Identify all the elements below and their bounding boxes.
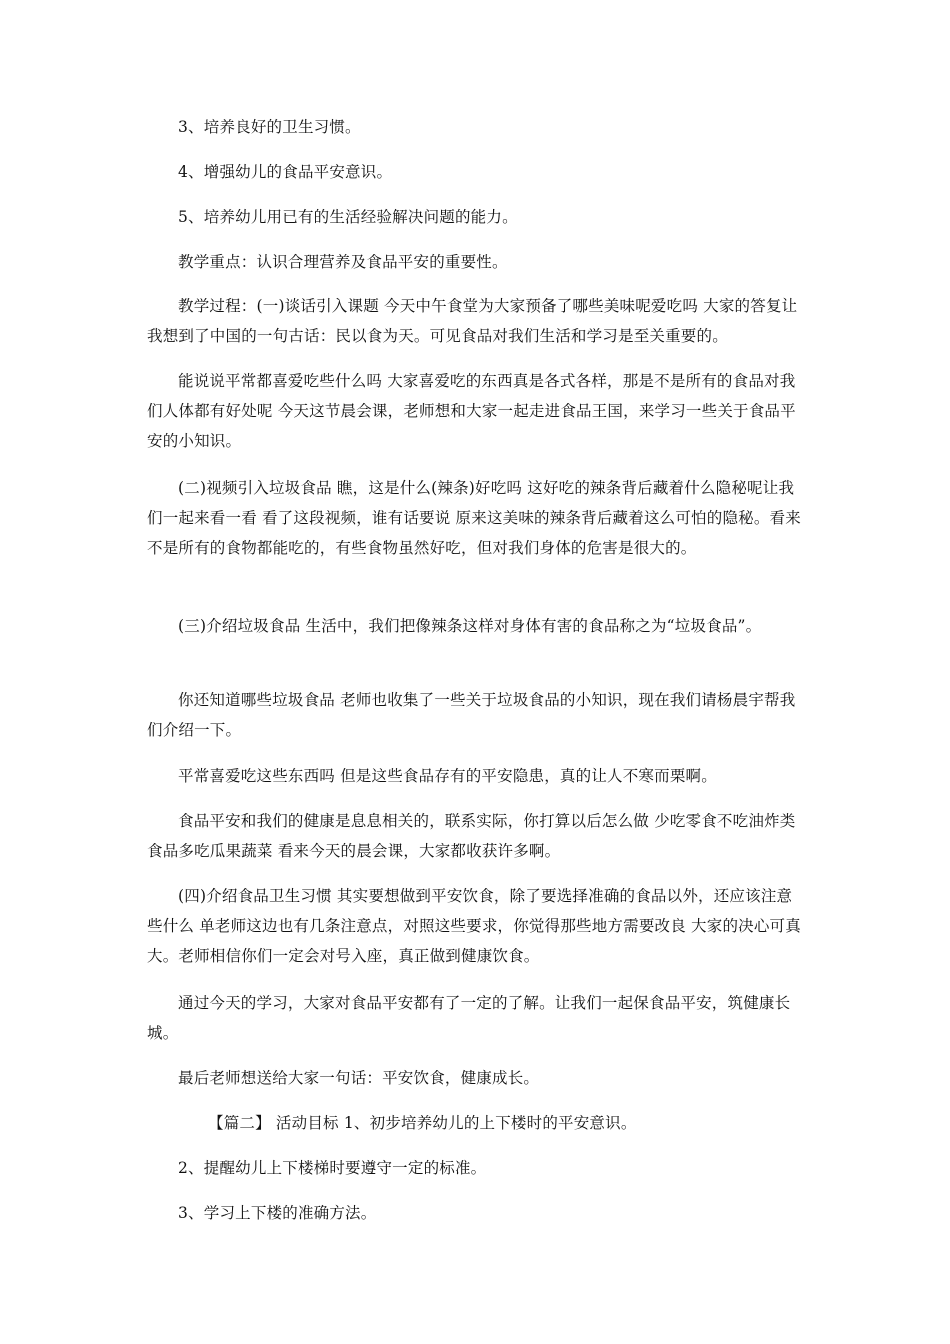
paragraph-2: 4、增强幼儿的食品平安意识。 xyxy=(178,163,393,181)
paragraph-5: 教学过程：(一)谈话引入课题 今天中午食堂为大家预备了哪些美味呢爱吃吗 大家的答复让我想到了中国的一句古话：民以食为天。可见食品对我们生活和学习是至关重要的。 xyxy=(147,297,798,345)
paragraph-14: 最后老师想送给大家一句话：平安饮食，健康成长。 xyxy=(178,1069,540,1087)
paragraph-1: 3、培养良好的卫生习惯。 xyxy=(178,118,361,136)
paragraph-17: 3、学习上下楼的准确方法。 xyxy=(178,1204,377,1222)
paragraph-4: 教学重点：认识合理营养及食品平安的重要性。 xyxy=(178,253,508,271)
paragraph-12: (四)介绍食品卫生习惯 其实要想做到平安饮食，除了要选择准确的食品以外，还应该注意些什么 单老师这边也有几条注意点，对照这些要求，你觉得那些地方需要改良 大家的决心可真大。老师相信你们一定会对号入座，真正做到健康饮食。 xyxy=(147,887,801,965)
paragraph-9: 你还知道哪些垃圾食品 老师也收集了一些关于垃圾食品的小知识，现在我们请杨晨宇帮我们介绍一下。 xyxy=(147,691,796,739)
paragraph-3: 5、培养幼儿用已有的生活经验解决问题的能力。 xyxy=(178,208,518,226)
paragraph-10: 平常喜爱吃这些东西吗 但是这些食品存有的平安隐患，真的让人不寒而栗啊。 xyxy=(178,767,717,785)
section-heading-part-two: 【篇二】 活动目标 1、初步培养幼儿的上下楼时的平安意识。 xyxy=(208,1114,637,1132)
paragraph-11: 食品平安和我们的健康是息息相关的，联系实际，你打算以后怎么做 少吃零食不吃油炸类食品多吃瓜果蔬菜 看来今天的晨会课，大家都收获许多啊。 xyxy=(147,812,796,860)
paragraph-7: (二)视频引入垃圾食品 瞧，这是什么(辣条)好吃吗 这好吃的辣条背后藏着什么隐秘呢让我们一起来看一看 看了这段视频，谁有话要说 原来这美味的辣条背后藏着这么可怕的隐秘。看来不是所有的食物都能吃的，有些食物虽然好吃，但对我们身体的危害是很大的。 xyxy=(147,479,801,557)
paragraph-8: (三)介绍垃圾食品 生活中，我们把像辣条这样对身体有害的食品称之为“垃圾食品”。 xyxy=(178,617,762,635)
paragraph-6: 能说说平常都喜爱吃些什么吗 大家喜爱吃的东西真是各式各样，那是不是所有的食品对我们人体都有好处呢 今天这节晨会课，老师想和大家一起走进食品王国，来学习一些关于食品平安的小知识。 xyxy=(147,372,796,450)
paragraph-16: 2、提醒幼儿上下楼梯时要遵守一定的标准。 xyxy=(178,1159,487,1177)
paragraph-13: 通过今天的学习，大家对食品平安都有了一定的了解。让我们一起保食品平安，筑健康长城。 xyxy=(147,994,791,1042)
